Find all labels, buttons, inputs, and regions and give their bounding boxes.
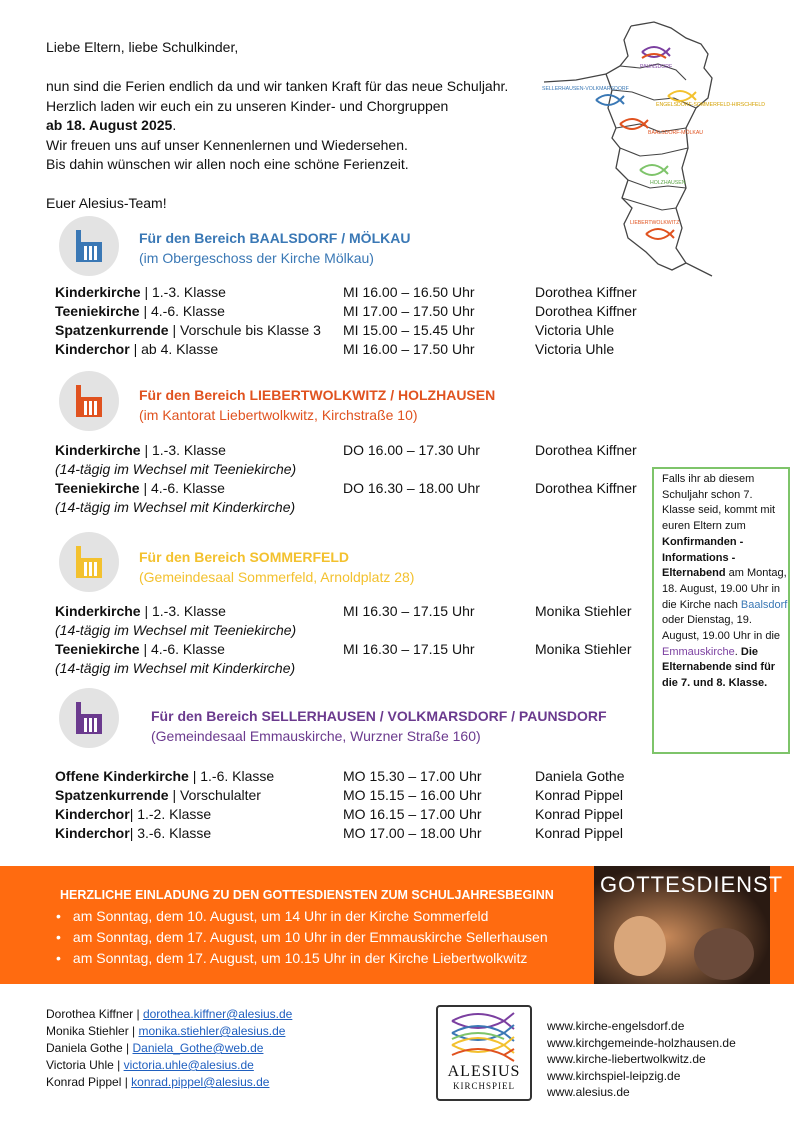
start-date: ab 18. August 2025 xyxy=(46,117,173,133)
logo-name: ALESIUS xyxy=(447,1063,521,1080)
map-label-baalsdorf: BAALSDORF-MÖLKAU xyxy=(648,130,704,136)
logo-sub: KIRCHSPIEL xyxy=(452,1081,515,1091)
intro-text xyxy=(46,38,546,214)
place-baalsdorf: Baalsdorf xyxy=(740,598,788,611)
map-label-engelsdorf: ENGELSDORF-SOMMERFELD-HIRSCHFELD xyxy=(656,102,765,108)
parish-map xyxy=(536,18,765,280)
section-header-baalsdorf xyxy=(139,228,410,268)
web-link[interactable]: www.kirche-engelsdorf.de xyxy=(547,1019,685,1033)
church-icon-liebertwolkwitz xyxy=(59,371,119,431)
intro-date-line: ab 18. August 2025. xyxy=(46,117,177,133)
email-link[interactable]: konrad.pippel@alesius.de xyxy=(131,1075,270,1089)
contact-row: Konrad Pippel | konrad.pippel@alesius.de xyxy=(46,1075,270,1089)
email-link[interactable]: dorothea.kiffner@alesius.de xyxy=(142,1007,293,1021)
schedule-row: Offene Kinderkirche | 1.-6. Klasse MO 15.30 – 17.00 Uhr Daniela Gothe xyxy=(55,768,625,784)
church-icon-sellerhausen xyxy=(59,688,119,748)
alesius-logo xyxy=(436,1005,532,1101)
contact-row: Dorothea Kiffner | dorothea.kiffner@alesius.de xyxy=(46,1007,293,1021)
intro-line: Wir freuen uns auf unser Kennenlernen und Wiedersehen. xyxy=(46,136,408,153)
contact-row: Daniela Gothe | Daniela_Gothe@web.de xyxy=(46,1041,264,1055)
email-link[interactable]: victoria.uhle@alesius.de xyxy=(123,1058,254,1072)
section-title: Für den Bereich LIEBERTWOLKWITZ / HOLZHAUSEN xyxy=(139,387,496,403)
schedule-row: Teeniekirche | 4.-6. Klasse MI 16.30 – 17.15 Uhr Monika Stiehler xyxy=(55,641,632,657)
email-link[interactable]: Daniela_Gothe@web.de xyxy=(132,1041,264,1055)
email-link[interactable]: monika.stiehler@alesius.de xyxy=(138,1024,286,1038)
intro-line: Bis dahin wünschen wir allen noch eine schöne Ferienzeit. xyxy=(46,156,409,172)
section-header-sellerhausen xyxy=(151,706,607,746)
schedule-row: Kinderchor| 3.-6. Klasse MO 17.00 – 18.00 Uhr Konrad Pippel xyxy=(55,825,623,841)
intro-line: nun sind die Ferien endlich da und wir tanken Kraft für das neue Schuljahr. xyxy=(46,78,509,94)
map-label-sellerhausen: SELLERHAUSEN-VOLKMARSDORF xyxy=(542,86,629,92)
section-title: Für den Bereich SELLERHAUSEN / VOLKMARSDORF / PAUNSDORF xyxy=(151,708,607,724)
contact-row: Victoria Uhle | victoria.uhle@alesius.de xyxy=(46,1058,254,1072)
church-icon-baalsdorf xyxy=(59,216,119,276)
web-links xyxy=(547,1018,736,1101)
schedule-row: Kinderkirche | 1.-3. Klasse MI 16.30 – 17.15 Uhr Monika Stiehler xyxy=(55,603,632,619)
service-item: • am Sonntag, dem 17. August, um 10.15 Uhr in der Kirche Liebertwolkwitz xyxy=(56,948,548,969)
schedule-row: Spatzenkurrende | Vorschule bis Klasse 3 MI 15.00 – 15.45 Uhr Victoria Uhle xyxy=(55,322,615,338)
schedule-note: (14-tägig im Wechsel mit Teeniekirche) xyxy=(55,461,297,477)
photo-title: GOTTESDIENST xyxy=(600,872,784,897)
section-header-liebertwolkwitz xyxy=(139,385,495,425)
map-label-holzhausen: HOLZHAUSEN xyxy=(650,180,686,186)
section-subtitle: (Gemeindesaal Sommerfeld, Arnoldplatz 28) xyxy=(139,569,415,585)
schedule-row: Kinderchor | ab 4. Klasse MI 16.00 – 17.50 Uhr Victoria Uhle xyxy=(55,341,615,357)
schedule-note: (14-tägig im Wechsel mit Kinderkirche) xyxy=(55,660,296,676)
section-subtitle: (Gemeindesaal Emmauskirche, Wurzner Straße 160) xyxy=(151,728,481,744)
schedule-row: Spatzenkurrende | Vorschulalter MO 15.15 – 16.00 Uhr Konrad Pippel xyxy=(55,787,623,803)
fish-logo-icon xyxy=(438,1007,530,1063)
schedule-note: (14-tägig im Wechsel mit Kinderkirche) xyxy=(55,499,296,515)
web-link[interactable]: www.kirchspiel-leipzig.de xyxy=(547,1068,681,1083)
place-emmauskirche: Emmauskirche xyxy=(662,645,735,658)
schedule-row: Teeniekirche | 4.-6. Klasse DO 16.30 – 18.00 Uhr Dorothea Kiffner xyxy=(55,480,637,496)
service-item: • am Sonntag, dem 17. August, um 10 Uhr in der Emmauskirche Sellerhausen xyxy=(56,927,548,948)
map-label-liebertwolkwitz: LIEBERTWOLKWITZ xyxy=(630,220,680,226)
confirmation-info-box: Falls ihr ab diesem Schuljahr schon 7. Klasse seid, kommt mit euren Eltern zum Konfirmanden - Informations - Elternabend am Montag, 18. August, 19.00 Uhr in die Kirche nach Baalsdorf oder Dienstag, 19. August, 19.00 Uhr in die Emmauskirche. Die Elternabende sind für die 7. und 8. Klasse. xyxy=(652,467,790,754)
schedule-row: Kinderchor| 1.-2. Klasse MO 16.15 – 17.00 Uhr Konrad Pippel xyxy=(55,806,623,822)
schedule-row: Kinderkirche | 1.-3. Klasse DO 16.00 – 17.30 Uhr Dorothea Kiffner xyxy=(55,442,637,458)
schedule-note: (14-tägig im Wechsel mit Teeniekirche) xyxy=(55,622,297,638)
contact-list xyxy=(46,1006,292,1091)
service-list xyxy=(56,906,548,969)
signoff: Euer Alesius-Team! xyxy=(46,195,167,211)
church-icon-sommerfeld xyxy=(59,532,119,592)
map-label-paunsdorf: PAUNSDORF xyxy=(640,64,673,70)
web-link[interactable]: www.kirchgemeinde-holzhausen.de xyxy=(547,1035,736,1050)
greeting: Liebe Eltern, liebe Schulkinder, xyxy=(46,39,239,55)
contact-row: Monika Stiehler | monika.stiehler@alesius.de xyxy=(46,1024,286,1038)
banner-title: HERZLICHE EINLADUNG ZU DEN GOTTESDIENSTEN ZUM SCHULJAHRESBEGINN xyxy=(60,888,554,902)
intro-line: Herzlich laden wir euch ein zu unseren Kinder- und Chorgruppen xyxy=(46,97,449,114)
section-title: Für den Bereich BAALSDORF / MÖLKAU xyxy=(139,230,411,246)
schedule-row: Teeniekirche | 4.-6. Klasse MI 17.00 – 17.50 Uhr Dorothea Kiffner xyxy=(55,303,637,319)
section-subtitle: (im Obergeschoss der Kirche Mölkau) xyxy=(139,250,374,266)
gottesdienst-photo xyxy=(594,866,784,984)
web-link[interactable]: www.kirche-liebertwolkwitz.de xyxy=(547,1052,706,1066)
web-link[interactable]: www.alesius.de xyxy=(547,1085,630,1099)
schedule-row: Kinderkirche | 1.-3. Klasse MI 16.00 – 16.50 Uhr Dorothea Kiffner xyxy=(55,284,637,300)
service-item: • am Sonntag, dem 10. August, um 14 Uhr in der Kirche Sommerfeld xyxy=(56,906,548,927)
section-header-sommerfeld xyxy=(139,547,414,587)
section-title: Für den Bereich SOMMERFELD xyxy=(139,549,350,565)
section-subtitle: (im Kantorat Liebertwolkwitz, Kirchstraße 10) xyxy=(139,407,418,423)
